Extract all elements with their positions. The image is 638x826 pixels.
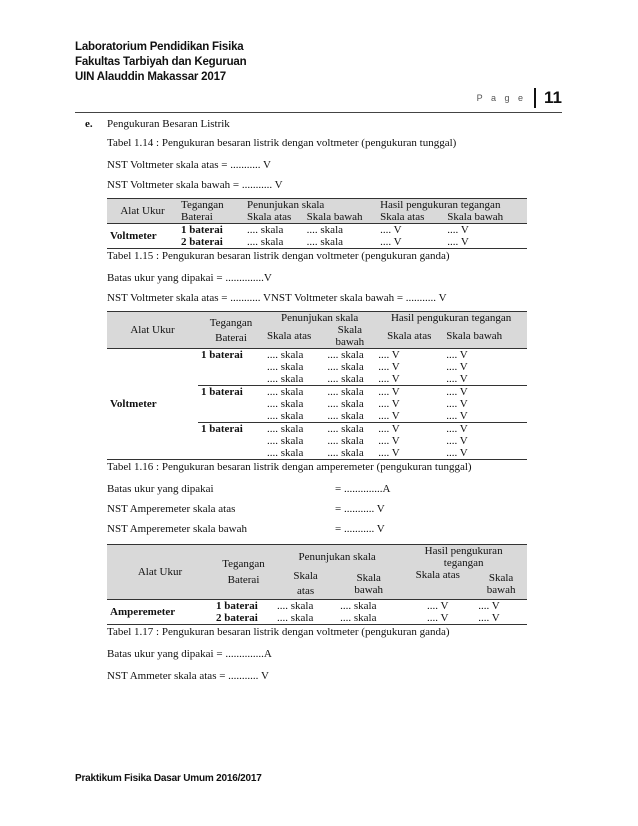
header-tegangan [198, 312, 264, 349]
page-indicator [477, 88, 562, 108]
skala-bawah-cell: .... skala [327, 386, 364, 398]
header-skala-bawah-line1: Skala [337, 324, 363, 336]
skala-atas-cell: .... skala [267, 398, 304, 410]
hasil-atas-cell: .... V [378, 373, 400, 385]
table-row [107, 224, 527, 237]
skala-atas-cell: .... skala [267, 373, 304, 385]
header-alat: Alat Ukur [107, 545, 213, 600]
header-hasil-atas: Skala atas [375, 324, 443, 349]
skala-atas-cell: .... skala [267, 410, 304, 422]
header-tegangan: Tegangan [178, 199, 244, 212]
table-1-15 [107, 311, 527, 460]
skala-bawah-cell: .... skala [327, 410, 364, 422]
header-tegangan-line2: Baterai [215, 332, 247, 344]
header-skala-bawah-line2: bawah [335, 336, 365, 348]
section-title: Pengukuran Besaran Listrik [107, 118, 230, 130]
hasil-atas-cell: .... V [378, 361, 400, 373]
skala-bawah-cell: .... skala [327, 423, 364, 435]
skala-bawah-cell: .... skala [340, 600, 377, 612]
hasil-atas-cell: .... V [378, 410, 400, 422]
skala-bawah-cell: .... skala [306, 224, 344, 236]
baterai-cell: 1 baterai [201, 386, 243, 398]
hasil-bawah-cell: .... V [446, 435, 468, 447]
skala-bawah-cell: .... skala [327, 373, 364, 385]
t114-nst-bawah: NST Voltmeter skala bawah = ........... V [107, 179, 283, 191]
table-row [107, 349, 527, 362]
header-baterai: Baterai [178, 211, 244, 224]
hasil-bawah-cell: .... V [447, 236, 469, 248]
table-1-14 [107, 198, 527, 249]
t116-nst-bawah [107, 522, 535, 544]
section-heading [85, 118, 535, 130]
t114-caption: Tabel 1.14 : Pengukuran besaran listrik dengan voltmeter (pengukuran tunggal) [107, 137, 457, 149]
skala-atas-cell: .... skala [267, 386, 304, 398]
skala-atas-cell: .... skala [277, 600, 314, 612]
hasil-bawah-cell: .... V [446, 447, 468, 459]
hasil-atas-cell: .... V [378, 386, 400, 398]
header-penunjukan: Penunjukan skala [264, 312, 375, 325]
header-hasil-bawah: Skala bawah [444, 211, 527, 224]
baterai-cell: 1 baterai [201, 423, 243, 435]
table-header-row [107, 199, 527, 212]
header-hasil-atas: Skala atas [400, 569, 475, 600]
t117-nst: NST Ammeter skala atas = ........... V [107, 670, 269, 682]
hasil-atas-cell: .... V [378, 447, 400, 459]
t117-batas: Batas ukur yang dipakai = ..............A [107, 648, 272, 660]
page-number: 11 [544, 88, 562, 107]
page-label: P a g e [476, 93, 527, 103]
header-hasil [400, 545, 527, 570]
header-skala-atas-line2: atas [297, 585, 315, 597]
alat-cell: Amperemeter [110, 606, 176, 618]
header-tegangan-line1: Tegangan [222, 558, 265, 570]
skala-atas-cell: .... skala [267, 447, 304, 459]
hasil-atas-cell: .... V [378, 349, 400, 361]
table-header-row [107, 312, 527, 325]
header-hasil-line1: Hasil pengukuran [424, 545, 503, 557]
t117-caption: Tabel 1.17 : Pengukuran besaran listrik dengan voltmeter (pengukuran ganda) [107, 626, 450, 638]
page-footer: Praktikum Fisika Dasar Umum 2016/2017 [75, 773, 262, 784]
skala-bawah-cell: .... skala [327, 398, 364, 410]
t116-nst-bawah-value: = ........... V [335, 523, 385, 535]
header-faculty: Fakultas Tarbiyah dan Keguruan [75, 56, 247, 68]
hasil-bawah-cell: .... V [446, 373, 468, 385]
t116-batas-value: = ..............A [335, 483, 391, 495]
page-divider [534, 88, 536, 108]
skala-bawah-cell: .... skala [327, 435, 364, 447]
header-alat: Alat Ukur [107, 312, 198, 349]
header-university: UIN Alauddin Makassar 2017 [75, 71, 226, 83]
header-skala-bawah: Skala bawah [304, 211, 377, 224]
header-hasil: Hasil pengukuran tegangan [375, 312, 527, 325]
header-hasil-line2: tegangan [443, 557, 484, 569]
header-skala-atas [274, 569, 337, 600]
skala-bawah-cell: .... skala [306, 236, 344, 248]
document-header [75, 40, 246, 85]
hasil-bawah-cell: .... V [446, 361, 468, 373]
baterai-cell: 1 baterai [201, 349, 243, 361]
header-hasil-bawah: Skala bawah [443, 324, 527, 349]
header-skala-atas-line1: Skala [293, 570, 318, 582]
hasil-bawah-cell: .... V [478, 600, 500, 612]
header-hasil-atas: Skala atas [377, 211, 444, 224]
table-header-row [107, 545, 527, 570]
header-skala-bawah [337, 569, 400, 600]
t116-nst-atas [107, 502, 535, 522]
skala-atas-cell: .... skala [267, 435, 304, 447]
skala-bawah-cell: .... skala [327, 447, 364, 459]
baterai-cell: 1 baterai [216, 600, 258, 612]
skala-atas-cell: .... skala [267, 361, 304, 373]
hasil-atas-cell: .... V [378, 423, 400, 435]
t116-batas-label: Batas ukur yang dipakai [107, 483, 214, 495]
skala-bawah-cell: .... skala [340, 612, 377, 624]
t116-nst-atas-value: = ........... V [335, 503, 385, 515]
t115-batas: Batas ukur yang dipakai = ..............V [107, 272, 272, 284]
header-rule [75, 112, 562, 113]
header-tegangan [213, 545, 274, 600]
baterai-cell: 2 baterai [181, 236, 223, 248]
skala-atas-cell: .... skala [247, 236, 284, 248]
baterai-cell: 1 baterai [181, 224, 223, 236]
header-hasil-bawah-line1: Skala [488, 572, 514, 584]
baterai-cell: 2 baterai [216, 612, 258, 624]
t116-nst-bawah-label: NST Amperemeter skala bawah [107, 523, 248, 535]
hasil-atas-cell: .... V [380, 236, 402, 248]
hasil-bawah-cell: .... V [446, 386, 468, 398]
skala-bawah-cell: .... skala [327, 361, 364, 373]
skala-atas-cell: .... skala [277, 612, 314, 624]
section-letter: e. [85, 118, 93, 130]
header-hasil-bawah-line2: bawah [486, 584, 516, 596]
hasil-bawah-cell: .... V [478, 612, 500, 624]
t115-nst: NST Voltmeter skala atas = ........... VNST Voltmeter skala bawah = ........... V [107, 292, 447, 304]
header-skala-atas: Skala atas [244, 211, 304, 224]
header-skala-bawah-line2: bawah [354, 584, 384, 596]
header-tegangan-line2: Baterai [227, 574, 260, 586]
t114-nst-atas: NST Voltmeter skala atas = ........... V [107, 159, 271, 171]
header-lab: Laboratorium Pendidikan Fisika [75, 41, 244, 53]
header-penunjukan: Penunjukan skala [244, 199, 377, 212]
hasil-bawah-cell: .... V [446, 410, 468, 422]
table-row [107, 600, 527, 613]
hasil-bawah-cell: .... V [446, 349, 468, 361]
header-skala-bawah-line1: Skala [356, 572, 381, 584]
t116-nst-atas-label: NST Amperemeter skala atas [107, 503, 236, 515]
skala-atas-cell: .... skala [267, 349, 304, 361]
hasil-bawah-cell: .... V [446, 423, 468, 435]
hasil-bawah-cell: .... V [446, 398, 468, 410]
header-hasil-bawah [475, 569, 527, 600]
hasil-bawah-cell: .... V [447, 224, 469, 236]
hasil-atas-cell: .... V [378, 398, 400, 410]
table-1-16 [107, 544, 527, 625]
t116-batas [107, 482, 535, 502]
page-content [85, 118, 535, 689]
alat-cell: Voltmeter [110, 230, 157, 242]
header-alat: Alat Ukur [107, 199, 178, 224]
header-skala-atas: Skala atas [264, 324, 324, 349]
t116-caption: Tabel 1.16 : Pengukuran besaran listrik dengan amperemeter (pengukuran tunggal) [107, 461, 472, 473]
header-penunjukan: Penunjukan skala [274, 545, 400, 570]
header-tegangan-line1: Tegangan [209, 317, 253, 329]
hasil-atas-cell: .... V [426, 600, 449, 612]
header-hasil: Hasil pengukuran tegangan [377, 199, 527, 212]
skala-atas-cell: .... skala [267, 423, 304, 435]
hasil-atas-cell: .... V [426, 612, 449, 624]
hasil-atas-cell: .... V [378, 435, 400, 447]
header-skala-bawah [324, 324, 375, 349]
skala-atas-cell: .... skala [247, 224, 284, 236]
skala-bawah-cell: .... skala [327, 349, 364, 361]
hasil-atas-cell: .... V [380, 224, 402, 236]
alat-cell: Voltmeter [110, 398, 157, 410]
t115-caption: Tabel 1.15 : Pengukuran besaran listrik dengan voltmeter (pengukuran ganda) [107, 250, 450, 262]
